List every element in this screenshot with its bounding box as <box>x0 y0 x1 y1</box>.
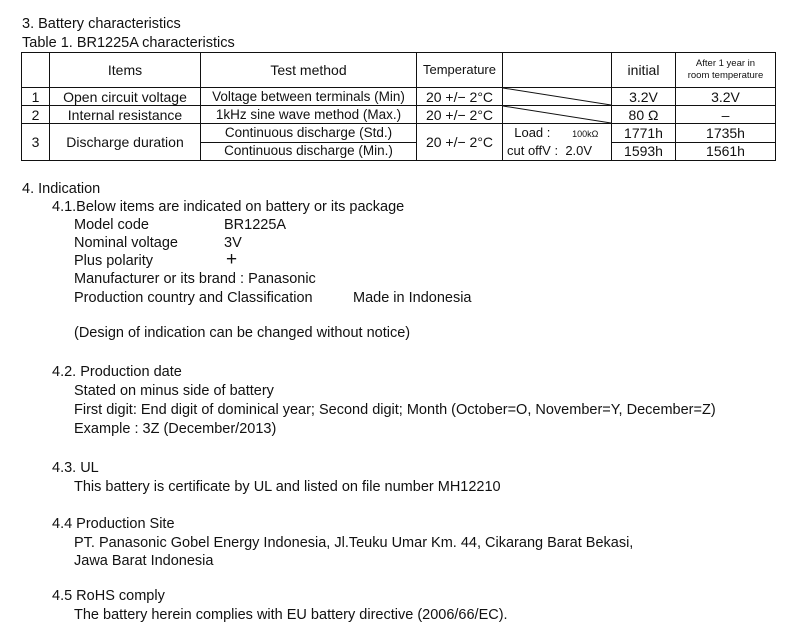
header-test-method: Test method <box>201 53 417 88</box>
row-initial: 1593h <box>612 142 676 161</box>
row-item: Internal resistance <box>50 106 201 124</box>
table-row <box>22 106 776 124</box>
row-load-condition <box>503 124 612 161</box>
section-4-2-heading: 4.2. Production date <box>52 364 182 380</box>
row-method: Continuous discharge (Min.) <box>201 142 417 161</box>
diagonal-line <box>503 88 611 105</box>
load-line <box>503 124 611 142</box>
row-after: 1561h <box>676 142 776 161</box>
plus-polarity-label: Plus polarity <box>74 253 153 269</box>
row-temperature: 20 +/− 2°C <box>417 88 503 106</box>
section-4-5-heading: 4.5 RoHS comply <box>52 588 165 604</box>
row-condition-na <box>503 106 612 124</box>
model-code-label: Model code <box>74 217 149 233</box>
load-label: Load : <box>514 125 551 140</box>
row-method: 1kHz sine wave method (Max.) <box>201 106 417 124</box>
nominal-voltage-value: 3V <box>224 235 242 251</box>
header-temperature: Temperature <box>417 53 503 88</box>
plus-polarity-icon: + <box>226 249 238 270</box>
row-no: 1 <box>22 88 50 106</box>
cutoff-line <box>503 142 611 160</box>
cutoff-label: cut offV : <box>507 143 559 158</box>
table-row <box>22 124 776 143</box>
production-date-line1: Stated on minus side of battery <box>74 383 274 399</box>
header-after-1-year <box>676 53 776 88</box>
header-after-line1: After 1 year in <box>695 58 756 69</box>
nominal-voltage-label: Nominal voltage <box>74 235 178 251</box>
row-temperature: 20 +/− 2°C <box>417 124 503 161</box>
row-temperature: 20 +/− 2°C <box>417 106 503 124</box>
header-after-line2: room temperature <box>687 70 764 81</box>
header-condition <box>503 53 612 88</box>
row-after: – <box>676 106 776 124</box>
design-note: (Design of indication can be changed without notice) <box>74 325 411 341</box>
cutoff-value: 2.0V <box>565 143 593 158</box>
rohs-line: The battery herein complies with EU battery directive (2006/66/EC). <box>74 607 508 623</box>
header-no <box>22 53 50 88</box>
production-country-label: Production country and Classification <box>74 290 313 306</box>
load-value: 100kΩ <box>572 129 599 139</box>
row-initial: 3.2V <box>612 88 676 106</box>
production-date-example: Example : 3Z (December/2013) <box>74 421 277 437</box>
row-item: Open circuit voltage <box>50 88 201 106</box>
header-items: Items <box>50 53 201 88</box>
production-site-line1: PT. Panasonic Gobel Energy Indonesia, Jl.Teuku Umar Km. 44, Cikarang Barat Bekasi, <box>74 535 634 551</box>
row-method: Voltage between terminals (Min) <box>201 88 417 106</box>
table-caption: Table 1. BR1225A characteristics <box>22 35 235 51</box>
section-4-3-heading: 4.3. UL <box>52 460 99 476</box>
table-header-row <box>22 53 776 88</box>
row-method: Continuous discharge (Std.) <box>201 124 417 143</box>
section-4-4-heading: 4.4 Production Site <box>52 516 175 532</box>
production-date-line2: First digit: End digit of dominical year; Second digit; Month (October=O, November=Y, December=Z) <box>74 402 716 418</box>
production-country-value: Made in Indonesia <box>353 290 472 306</box>
row-no: 2 <box>22 106 50 124</box>
model-code-value: BR1225A <box>224 217 287 233</box>
manufacturer-line: Manufacturer or its brand : Panasonic <box>74 271 316 287</box>
row-no: 3 <box>22 124 50 161</box>
header-initial: initial <box>612 53 676 88</box>
ul-line: This battery is certificate by UL and listed on file number MH12210 <box>74 479 501 495</box>
row-after: 3.2V <box>676 88 776 106</box>
row-initial: 1771h <box>612 124 676 143</box>
production-site-line2: Jawa Barat Indonesia <box>74 553 214 569</box>
section-4-heading: 4. Indication <box>22 181 101 197</box>
section-3-heading: 3. Battery characteristics <box>22 16 181 32</box>
diagonal-line <box>503 106 611 123</box>
row-initial: 80 Ω <box>612 106 676 124</box>
row-item: Discharge duration <box>50 124 201 161</box>
characteristics-table <box>21 52 776 161</box>
section-4-1-heading: 4.1.Below items are indicated on battery or its package <box>52 199 405 215</box>
row-condition-na <box>503 88 612 106</box>
table-row <box>22 88 776 106</box>
row-after: 1735h <box>676 124 776 143</box>
